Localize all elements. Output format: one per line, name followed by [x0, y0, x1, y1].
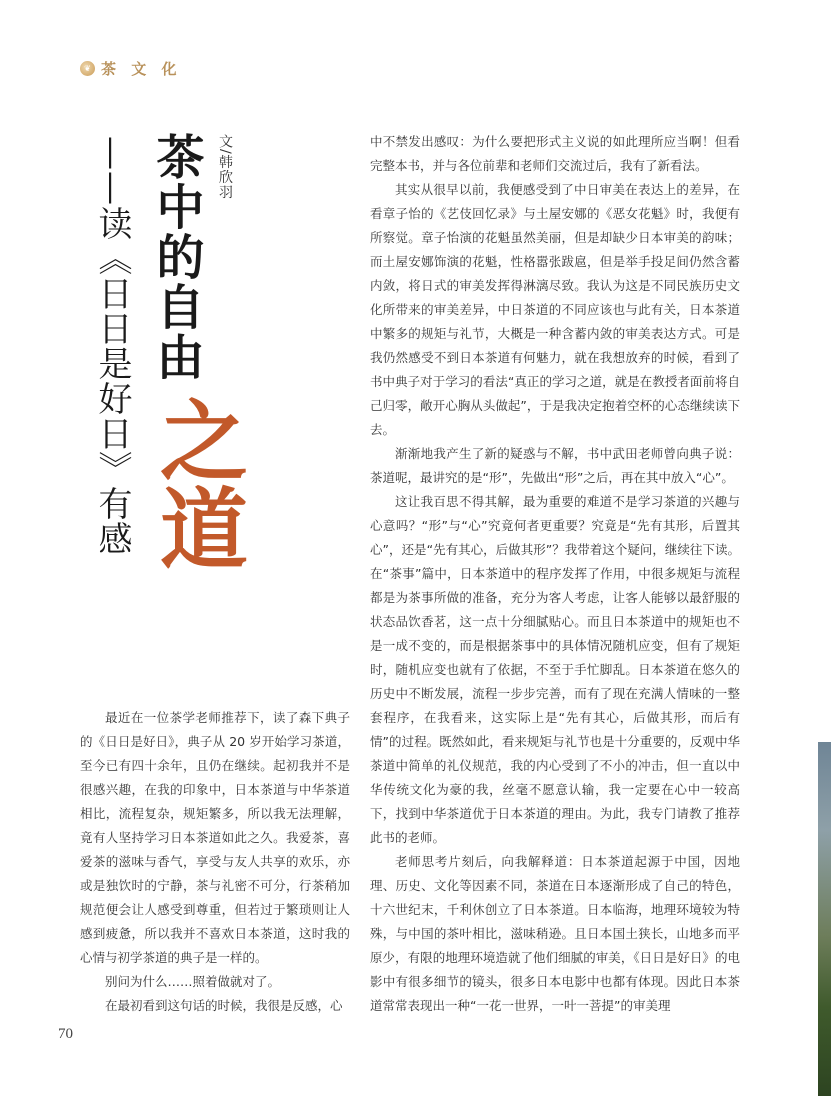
paragraph: 别问为什么……照着做就对了。 [105, 974, 281, 989]
right-text-column [370, 130, 740, 1018]
paragraph: 在最初看到这句话的时候，我很是反感，心 [105, 998, 343, 1013]
landscape-photo-edge [818, 742, 831, 1096]
tea-leaf-icon: ❦ [80, 61, 95, 76]
paragraph: 中不禁发出感叹：为什么要把形式主义说的如此理所应当啊！但看完整本书，并与各位前辈和老师们交流过后，我有了新看法。 [370, 134, 740, 173]
section-label: 茶 文 化 [101, 60, 182, 78]
article-title-main: 茶中的自由 [148, 132, 204, 382]
byline: 文/韩欣羽 [217, 134, 233, 200]
paragraph: 老师思考片刻后，向我解释道：日本茶道起源于中国，因地理、历史、文化等因素不同，茶道在日本逐渐形成了自己的特色，十六世纪末，千利休创立了日本茶道。日本临海，地理环境较为特殊，与中国的茶叶相比，滋味稍逊。且日本国土狭长，山地多而平原少，有限的地理环境造就了他们细腻的审美，《日日是好日》的电影中有很多细节的镜头，很多日本电影中也都有体现。因此日本茶道常常表现出一种“一花一世界，一叶一菩提”的审美理 [370, 854, 740, 1013]
left-text-column [80, 706, 350, 1018]
paragraph: 其实从很早以前，我便感受到了中日审美在表达上的差异，在看章子怡的《艺伎回忆录》与土屋安娜的《恶女花魁》时，我便有所察觉。章子怡演的花魁虽然美丽，但是却缺少日本审美的韵味；而土屋安娜饰演的花魁，性格嚣张跋扈，但是举手投足间仍然含蓄内敛，将日式的审美发挥得淋漓尽致。我认为这是不同民族历史文化所带来的审美差异，中日茶道的不同应该也与此有关，日本茶道中繁多的规矩与礼节，大概是一种含蓄内敛的审美表达方式。可是我仍然感受不到日本茶道有何魅力，就在我想放弃的时候，看到了书中典子对于学习的看法“真正的学习之道，就是在教授者面前将自己归零，敞开心胸从头做起”，于是我决定抱着空杯的心态继续读下去。 [370, 182, 740, 437]
paragraph: 这让我百思不得其解，最为重要的难道不是学习茶道的兴趣与心意吗？“形”与“心”究竟何者更重要？究竟是“先有其形，后置其心”，还是“先有其心，后做其形”？我带着这个疑问，继续往下读。在“茶事”篇中，日本茶道中的程序发挥了作用，中很多规矩与流程都是为茶事所做的准备，充分为客人考虑，让客人能够以最舒服的状态品饮香茗，这一点十分细腻贴心。而且日本茶道中的规矩也不是一成不变的，而是根据茶事中的具体情况随机应变，但有了规矩时，随机应变也就有了依据，不至于手忙脚乱。日本茶道在悠久的历史中不断发展，流程一步步完善，而有了现在充满人情味的一整套程序，在我看来，这实际上是“先有其心，后做其形，而后有情”的过程。既然如此，看来规矩与礼节也是十分重要的，反观中华茶道中简单的礼仪规范，我的内心受到了不小的冲击，但一直以中华传统文化为豪的我，丝毫不愿意认输，我一定要在心中一较高下，找到中华茶道优于日本茶道的理由。为此，我专门请教了推荐此书的老师。 [370, 494, 740, 845]
paragraph: 最近在一位茶学老师推荐下，读了森下典子的《日日是好日》，典子从 20 岁开始学习茶道，至今已有四十余年，且仍在继续。起初我并不是很感兴趣，在我的印象中，日本茶道与中华茶道相比，流程复杂，规矩繁多，所以我无法理解，竟有人坚持学习日本茶道如此之久。我爱茶，喜爱茶的滋味与香气，享受与友人共享的欢乐，亦或是独饮时的宁静，茶与礼密不可分，行茶稍加规范便会让人感受到尊重，但若过于繁琐则让人感到疲惫，所以我并不喜欢日本茶道，这时我的心情与初学茶道的典子是一样的。 [80, 710, 350, 965]
section-tag [80, 58, 181, 79]
paragraph: 渐渐地我产生了新的疑惑与不解，书中武田老师曾向典子说：茶道呢，最讲究的是“形”，先做出“形”之后，再在其中放入“心”。 [370, 446, 740, 485]
article-title-accent: 之道 [146, 395, 250, 571]
article-subtitle: ——读《日日是好日》有感 [92, 136, 132, 556]
page-number: 70 [58, 1026, 73, 1042]
